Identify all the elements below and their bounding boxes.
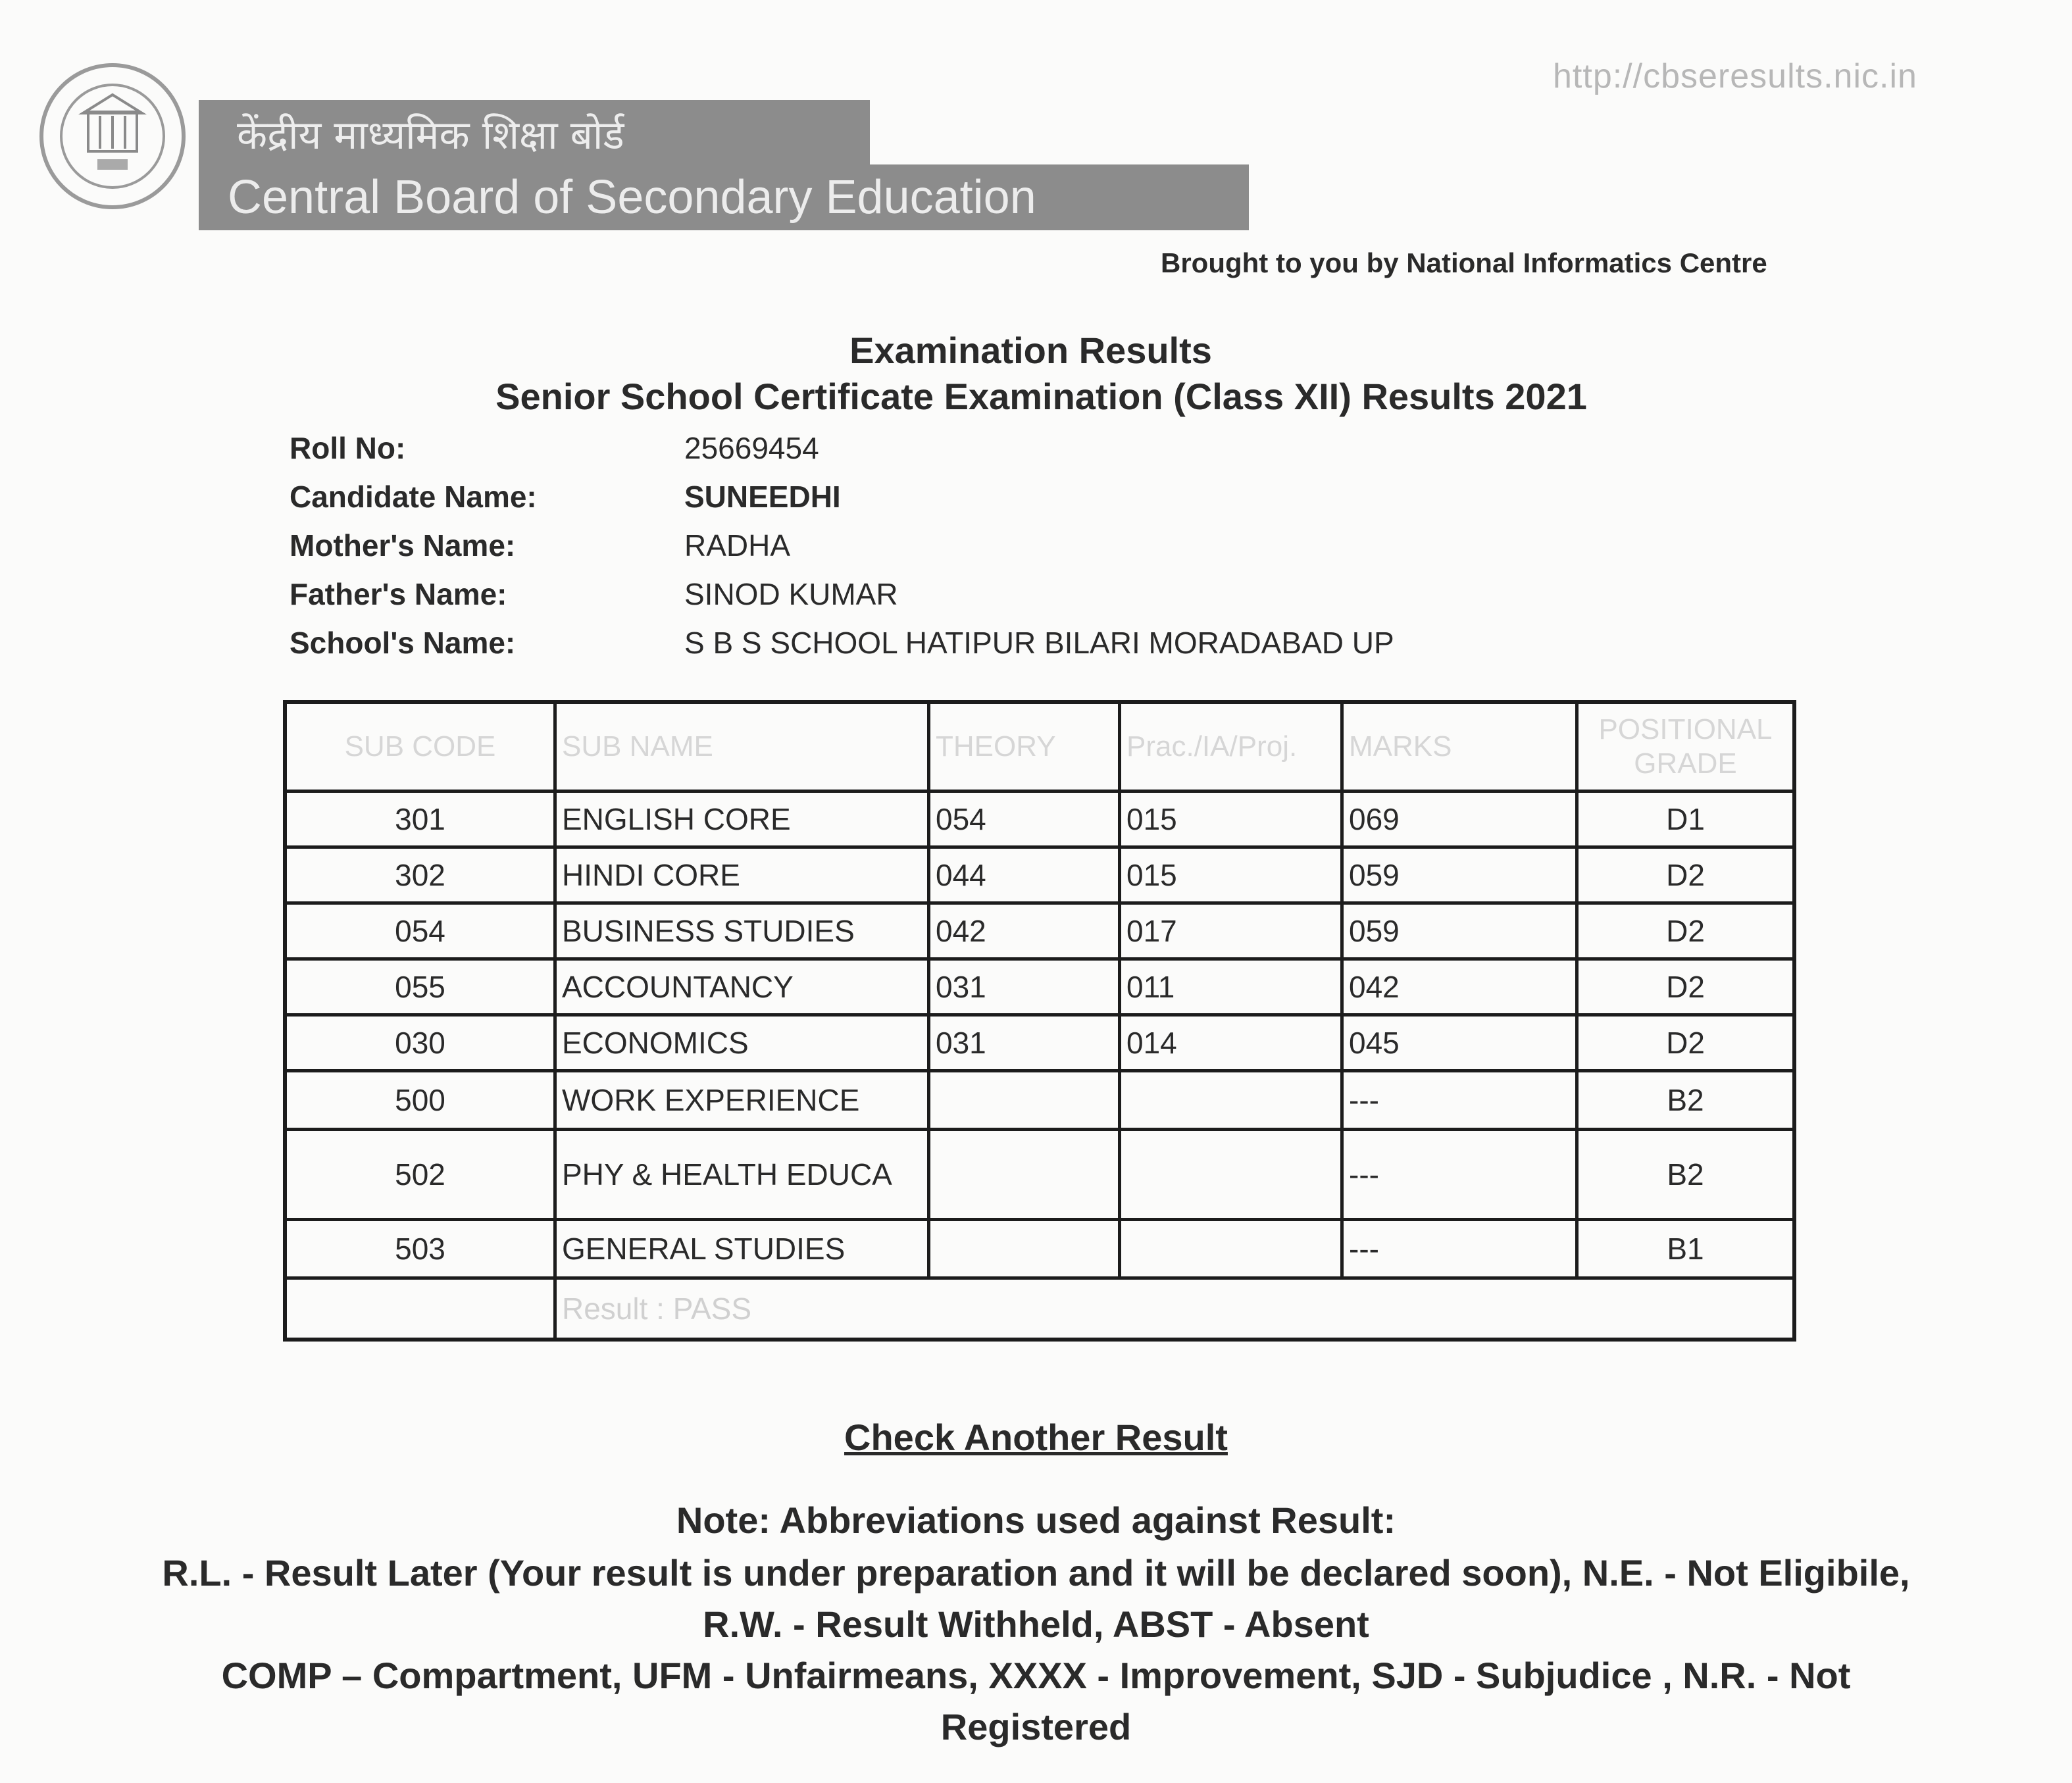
board-name-hindi: केंद्रीय माध्यमिक शिक्षा बोर्ड xyxy=(199,100,870,171)
note-line: Registered xyxy=(940,1706,1132,1747)
sub-code: 502 xyxy=(395,1157,445,1192)
theory-marks xyxy=(927,1131,1118,1218)
theory-marks: 031 xyxy=(927,1017,1118,1069)
theory-marks: 054 xyxy=(927,793,1118,845)
sub-code: 500 xyxy=(395,1083,445,1117)
total-marks: 059 xyxy=(1340,905,1575,957)
theory-marks: 042 xyxy=(927,905,1118,957)
roll-label: Roll No: xyxy=(290,431,406,465)
sub-name: HINDI CORE xyxy=(553,849,927,901)
total-marks: 059 xyxy=(1340,849,1575,901)
results-table xyxy=(283,700,1796,1342)
header-positional-grade: POSITIONAL GRADE xyxy=(1575,704,1792,790)
result-row xyxy=(287,1276,1792,1338)
practical-marks: 015 xyxy=(1118,849,1340,901)
sub-name: ACCOUNTANCY xyxy=(553,961,927,1013)
check-another-result-link[interactable]: Check Another Result xyxy=(844,1417,1228,1458)
note-line: R.W. - Result Withheld, ABST - Absent xyxy=(703,1603,1369,1645)
sub-name: ENGLISH CORE xyxy=(553,793,927,845)
table-row xyxy=(287,845,1792,901)
practical-marks xyxy=(1118,1131,1340,1218)
candidate-name-label: Candidate Name: xyxy=(290,480,537,514)
result-status: Result : PASS xyxy=(553,1280,1792,1338)
header-practical: Prac./IA/Proj. xyxy=(1118,704,1340,790)
theory-marks: 031 xyxy=(927,961,1118,1013)
practical-marks xyxy=(1118,1221,1340,1276)
positional-grade: B2 xyxy=(1575,1072,1792,1128)
total-marks: --- xyxy=(1340,1131,1575,1218)
sub-name: BUSINESS STUDIES xyxy=(553,905,927,957)
page-title: Examination Results xyxy=(849,330,1212,371)
practical-marks xyxy=(1118,1072,1340,1128)
mother-name-value: RADHA xyxy=(684,528,791,563)
candidate-name-value: SUNEEDHI xyxy=(684,480,841,514)
sub-code: 054 xyxy=(395,914,445,948)
practical-marks: 017 xyxy=(1118,905,1340,957)
roll-value: 25669454 xyxy=(684,431,819,465)
total-marks: --- xyxy=(1340,1072,1575,1128)
positional-grade: D2 xyxy=(1575,961,1792,1013)
sub-name: GENERAL STUDIES xyxy=(553,1221,927,1276)
father-name-label: Father's Name: xyxy=(290,577,507,611)
positional-grade: B2 xyxy=(1575,1131,1792,1218)
table-row xyxy=(287,1069,1792,1128)
positional-grade: D2 xyxy=(1575,849,1792,901)
positional-grade: B1 xyxy=(1575,1221,1792,1276)
sub-name: PHY & HEALTH EDUCA xyxy=(553,1131,927,1218)
header-marks: MARKS xyxy=(1340,704,1575,790)
table-row xyxy=(287,1013,1792,1069)
sub-code: 030 xyxy=(395,1026,445,1060)
site-url-link[interactable]: http://cbseresults.nic.in xyxy=(1553,57,1917,95)
credit-line: Brought to you by National Informatics Centre xyxy=(1161,247,1767,278)
theory-marks: 044 xyxy=(927,849,1118,901)
board-name-english: Central Board of Secondary Education xyxy=(199,164,1249,230)
sub-code: 055 xyxy=(395,970,445,1004)
total-marks: 045 xyxy=(1340,1017,1575,1069)
cbse-seal-icon xyxy=(37,61,188,212)
theory-marks xyxy=(927,1072,1118,1128)
positional-grade: D1 xyxy=(1575,793,1792,845)
sub-name: WORK EXPERIENCE xyxy=(553,1072,927,1128)
table-header-row xyxy=(287,704,1792,790)
table-row xyxy=(287,1218,1792,1276)
practical-marks: 014 xyxy=(1118,1017,1340,1069)
theory-marks xyxy=(927,1221,1118,1276)
sub-code: 301 xyxy=(395,802,445,836)
result-empty-cell xyxy=(287,1280,553,1338)
note-title: Note: Abbreviations used against Result: xyxy=(676,1499,1396,1541)
table-row xyxy=(287,901,1792,957)
father-name-value: SINOD KUMAR xyxy=(684,577,898,611)
sub-code: 302 xyxy=(395,858,445,892)
note-line: COMP – Compartment, UFM - Unfairmeans, XXXX - Improvement, SJD - Subjudice , N.R. - Not xyxy=(221,1655,1851,1696)
header-theory: THEORY xyxy=(927,704,1118,790)
sub-code: 503 xyxy=(395,1232,445,1266)
positional-grade: D2 xyxy=(1575,1017,1792,1069)
mother-name-label: Mother's Name: xyxy=(290,528,516,563)
sub-name: ECONOMICS xyxy=(553,1017,927,1069)
table-row xyxy=(287,1128,1792,1218)
header-sub-code: SUB CODE xyxy=(344,730,496,763)
total-marks: 042 xyxy=(1340,961,1575,1013)
note-line: R.L. - Result Later (Your result is under preparation and it will be declared soon), N.E. - Not Eligibile, xyxy=(162,1552,1910,1594)
table-row xyxy=(287,957,1792,1013)
total-marks: 069 xyxy=(1340,793,1575,845)
table-row xyxy=(287,790,1792,845)
exam-title: Senior School Certificate Examination (Class XII) Results 2021 xyxy=(495,376,1587,417)
school-name-label: School's Name: xyxy=(290,626,516,660)
practical-marks: 011 xyxy=(1118,961,1340,1013)
practical-marks: 015 xyxy=(1118,793,1340,845)
total-marks: --- xyxy=(1340,1221,1575,1276)
positional-grade: D2 xyxy=(1575,905,1792,957)
header-sub-name: SUB NAME xyxy=(553,704,927,790)
school-name-value: S B S SCHOOL HATIPUR BILARI MORADABAD UP xyxy=(684,626,1394,660)
